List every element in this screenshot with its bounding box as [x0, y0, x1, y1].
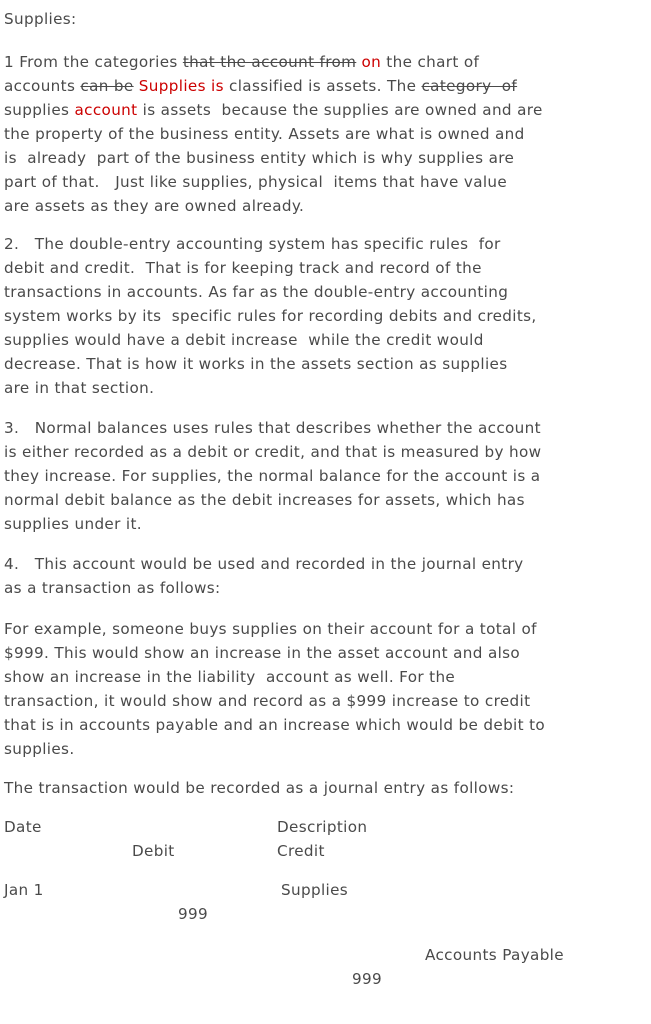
p1-text: is assets because the supplies are owned and are the property of the business entity. Assets are what is owned and is already part of the business entity which is why supplies are part of that. Just like supplies, physical items that have value are assets as they are owned already. — [4, 101, 543, 215]
p1-text: classified is assets. The — [223, 77, 422, 95]
p1-inserted-text: on — [361, 53, 382, 71]
p1-deleted-text: can be — [80, 77, 134, 95]
paragraph-1 — [4, 50, 644, 218]
journal-row-credit-amount: 999 — [352, 970, 383, 988]
journal-row-account: Accounts Payable — [425, 946, 564, 964]
p1-deleted-text: category of — [421, 77, 518, 95]
journal-header-credit: Credit — [277, 842, 325, 860]
paragraph-2: 2. The double-entry accounting system has specific rules for debit and credit. That is for keeping track and record of the transactions in accounts. As far as the double-entry accounting system works by its specific rules for recording debits and credits, supplies would have a debit increase while the credit would decrease. That is how it works in the assets section as supplies are in that section. — [4, 235, 537, 397]
p1-text: the chart of accounts — [4, 53, 480, 95]
paragraph-3: 3. Normal balances uses rules that describes whether the account is either recorded as a debit or credit, and that is measured by how they increase. For supplies, the normal balance for the account is a normal debit balance as the debit increases for assets, which has supplies under it. — [4, 419, 542, 533]
page-heading: Supplies: — [4, 10, 77, 28]
p1-text: 1 From the categories — [4, 53, 183, 71]
journal-row-debit-amount: 999 — [178, 905, 209, 923]
journal-header-debit: Debit — [132, 842, 175, 860]
journal-row-account: Supplies — [281, 881, 349, 899]
p1-inserted-text: Supplies is — [138, 77, 224, 95]
p1-text: supplies — [4, 101, 70, 119]
p1-deleted-text: that the account from — [182, 53, 357, 71]
journal-header-date: Date — [4, 818, 42, 836]
paragraph-5: For example, someone buys supplies on their account for a total of $999. This would show an increase in the asset account and also show an increase in the liability account as well. For the transaction, it would show and record as a $999 increase to credit that is in accounts payable and an increase which would be debit to supplies. — [4, 620, 546, 758]
paragraph-4: 4. This account would be used and recorded in the journal entry as a transaction as follows: — [4, 555, 524, 597]
paragraph-6: The transaction would be recorded as a journal entry as follows: — [4, 779, 515, 797]
p1-inserted-text: account — [74, 101, 138, 119]
journal-header-description: Description — [277, 818, 368, 836]
journal-row-date: Jan 1 — [4, 881, 44, 899]
